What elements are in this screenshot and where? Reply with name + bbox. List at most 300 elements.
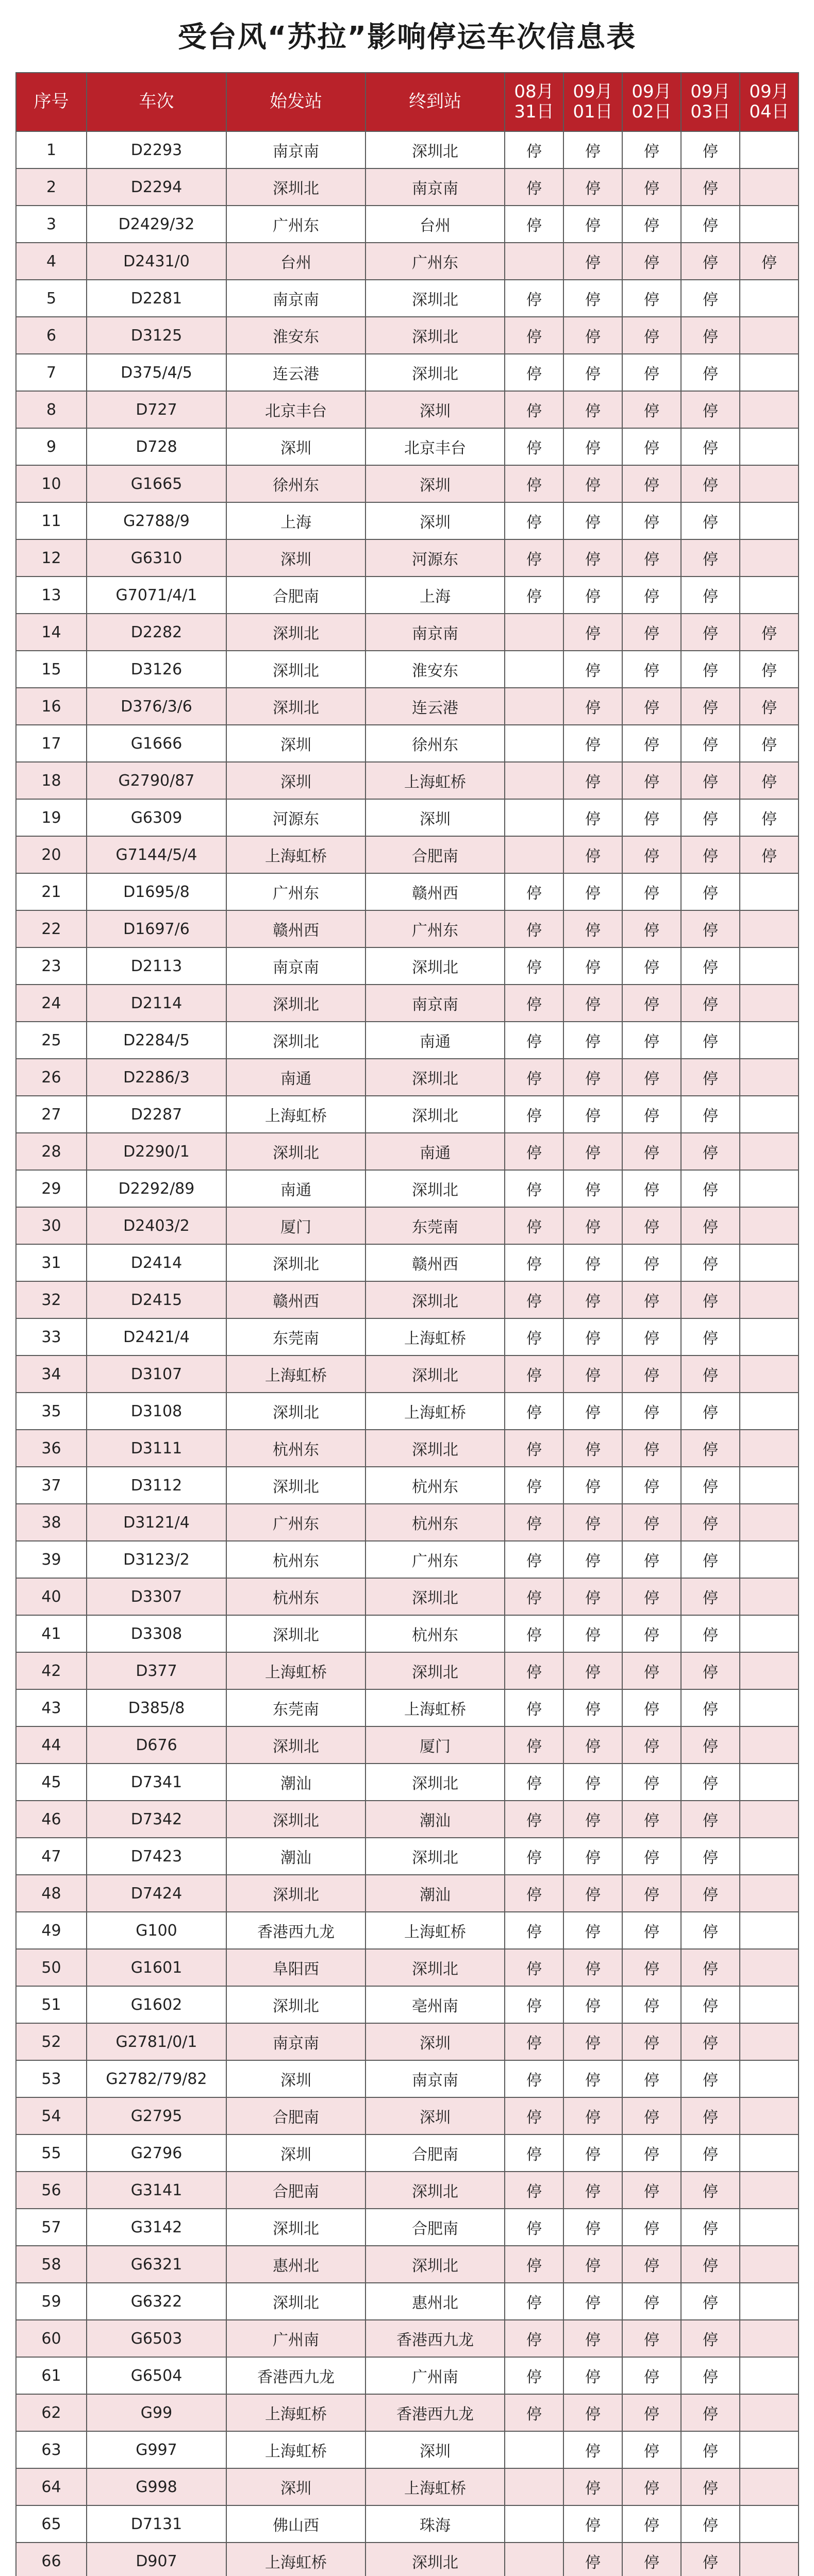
cell-col-train-no: D2292/89 xyxy=(87,1170,226,1207)
cell-col-sep04: 停 xyxy=(740,651,799,688)
header-label: 09月 xyxy=(749,81,789,102)
cell-col-sep04 xyxy=(740,2283,799,2320)
table-row xyxy=(16,1652,799,1689)
cell-col-origin: 深圳 xyxy=(226,2468,366,2505)
cell-col-index: 16 xyxy=(16,688,87,725)
header-label: 01日 xyxy=(573,101,613,122)
cell-col-sep03: 停 xyxy=(681,280,740,317)
cell-col-sep01: 停 xyxy=(563,428,622,465)
cell-col-sep04 xyxy=(740,465,799,502)
header-label: 09月 xyxy=(632,81,672,102)
cell-col-index: 29 xyxy=(16,1170,87,1207)
table-row xyxy=(16,1986,799,2023)
cell-col-sep04 xyxy=(740,2246,799,2283)
cell-col-destination: 深圳北 xyxy=(366,1170,505,1207)
cell-col-origin: 北京丰台 xyxy=(226,391,366,428)
table-row xyxy=(16,1281,799,1318)
table-row xyxy=(16,428,799,465)
cell-col-index: 63 xyxy=(16,2431,87,2468)
cell-col-sep03: 停 xyxy=(681,168,740,206)
table-row xyxy=(16,762,799,799)
cell-col-destination: 南京南 xyxy=(366,168,505,206)
cell-col-sep04 xyxy=(740,1318,799,1355)
cell-col-destination: 淮安东 xyxy=(366,651,505,688)
cell-col-sep02: 停 xyxy=(622,1467,681,1504)
cell-col-sep01: 停 xyxy=(563,2357,622,2394)
cell-col-aug31: 停 xyxy=(505,1059,563,1096)
cell-col-sep02: 停 xyxy=(622,1912,681,1949)
cell-col-train-no: G2796 xyxy=(87,2134,226,2172)
cell-col-sep01: 停 xyxy=(563,1430,622,1467)
cell-col-sep02: 停 xyxy=(622,354,681,391)
cell-col-index: 26 xyxy=(16,1059,87,1096)
cell-col-sep01: 停 xyxy=(563,2283,622,2320)
cell-col-aug31: 停 xyxy=(505,1318,563,1355)
cell-col-sep04 xyxy=(740,354,799,391)
cell-col-aug31 xyxy=(505,2431,563,2468)
cell-col-sep03: 停 xyxy=(681,1801,740,1838)
cell-col-sep01: 停 xyxy=(563,317,622,354)
cell-col-sep02: 停 xyxy=(622,1355,681,1393)
cell-col-train-no: G1665 xyxy=(87,465,226,502)
cell-col-sep03: 停 xyxy=(681,910,740,947)
cell-col-train-no: D3308 xyxy=(87,1615,226,1652)
cell-col-destination: 深圳北 xyxy=(366,947,505,985)
cell-col-origin: 深圳 xyxy=(226,2060,366,2097)
cell-col-sep01: 停 xyxy=(563,1986,622,2023)
cell-col-train-no: D2113 xyxy=(87,947,226,985)
cell-col-sep01: 停 xyxy=(563,206,622,243)
cell-col-aug31: 停 xyxy=(505,168,563,206)
cell-col-destination: 深圳北 xyxy=(366,1430,505,1467)
cell-col-sep04 xyxy=(740,1207,799,1244)
cell-col-train-no: G6503 xyxy=(87,2320,226,2357)
cell-col-origin: 深圳北 xyxy=(226,168,366,206)
cell-col-index: 35 xyxy=(16,1393,87,1430)
cell-col-aug31: 停 xyxy=(505,2357,563,2394)
cell-col-sep04 xyxy=(740,947,799,985)
cell-col-sep04 xyxy=(740,1875,799,1912)
header-label: 08月 xyxy=(514,81,554,102)
cell-col-index: 10 xyxy=(16,465,87,502)
cell-col-index: 34 xyxy=(16,1355,87,1393)
cell-col-aug31: 停 xyxy=(505,206,563,243)
cell-col-origin: 深圳 xyxy=(226,2134,366,2172)
cell-col-aug31: 停 xyxy=(505,354,563,391)
cell-col-origin: 深圳北 xyxy=(226,1726,366,1764)
cell-col-sep03: 停 xyxy=(681,1059,740,1096)
cell-col-index: 47 xyxy=(16,1838,87,1875)
cell-col-sep01: 停 xyxy=(563,1578,622,1615)
cell-col-sep04 xyxy=(740,1133,799,1170)
cell-col-aug31: 停 xyxy=(505,1912,563,1949)
cell-col-sep02: 停 xyxy=(622,614,681,651)
cell-col-origin: 南京南 xyxy=(226,2023,366,2060)
cell-col-sep02: 停 xyxy=(622,2134,681,2172)
cell-col-aug31: 停 xyxy=(505,1022,563,1059)
cell-col-train-no: D3108 xyxy=(87,1393,226,1430)
cell-col-sep01: 停 xyxy=(563,1133,622,1170)
cell-col-origin: 深圳北 xyxy=(226,1022,366,1059)
cell-col-origin: 上海虹桥 xyxy=(226,1096,366,1133)
cell-col-aug31: 停 xyxy=(505,1207,563,1244)
train-suspension-table xyxy=(15,72,799,2576)
cell-col-origin: 上海虹桥 xyxy=(226,1355,366,1393)
cell-col-index: 9 xyxy=(16,428,87,465)
cell-col-origin: 杭州东 xyxy=(226,1578,366,1615)
cell-col-train-no: G6322 xyxy=(87,2283,226,2320)
table-row xyxy=(16,2172,799,2209)
cell-col-sep02: 停 xyxy=(622,1244,681,1281)
cell-col-sep03: 停 xyxy=(681,465,740,502)
cell-col-sep04 xyxy=(740,539,799,577)
cell-col-sep04 xyxy=(740,2357,799,2394)
table-row xyxy=(16,2468,799,2505)
cell-col-sep01: 停 xyxy=(563,1875,622,1912)
cell-col-index: 21 xyxy=(16,873,87,910)
cell-col-aug31 xyxy=(505,651,563,688)
cell-col-destination: 深圳北 xyxy=(366,1281,505,1318)
table-row xyxy=(16,1022,799,1059)
cell-col-destination: 深圳北 xyxy=(366,1764,505,1801)
cell-col-train-no: G3142 xyxy=(87,2209,226,2246)
cell-col-sep03: 停 xyxy=(681,688,740,725)
header-label: 终到站 xyxy=(409,91,461,112)
cell-col-train-no: D727 xyxy=(87,391,226,428)
cell-col-sep01: 停 xyxy=(563,1504,622,1541)
cell-col-sep02: 停 xyxy=(622,1801,681,1838)
table-row xyxy=(16,168,799,206)
cell-col-sep01: 停 xyxy=(563,577,622,614)
cell-col-aug31 xyxy=(505,243,563,280)
cell-col-aug31: 停 xyxy=(505,1615,563,1652)
cell-col-index: 40 xyxy=(16,1578,87,1615)
cell-col-aug31: 停 xyxy=(505,1764,563,1801)
cell-col-sep02: 停 xyxy=(622,168,681,206)
table-row xyxy=(16,2431,799,2468)
table-row xyxy=(16,725,799,762)
cell-col-sep01: 停 xyxy=(563,2134,622,2172)
cell-col-aug31 xyxy=(505,725,563,762)
cell-col-sep02: 停 xyxy=(622,1096,681,1133)
cell-col-destination: 上海虹桥 xyxy=(366,1318,505,1355)
cell-col-sep02: 停 xyxy=(622,1949,681,1986)
cell-col-origin: 南通 xyxy=(226,1170,366,1207)
cell-col-destination: 上海 xyxy=(366,577,505,614)
header-col-sep01 xyxy=(563,73,622,131)
cell-col-index: 31 xyxy=(16,1244,87,1281)
cell-col-index: 8 xyxy=(16,391,87,428)
cell-col-train-no: D2293 xyxy=(87,131,226,168)
cell-col-sep03: 停 xyxy=(681,651,740,688)
table-row xyxy=(16,280,799,317)
cell-col-origin: 深圳 xyxy=(226,539,366,577)
cell-col-sep03: 停 xyxy=(681,428,740,465)
cell-col-train-no: G99 xyxy=(87,2394,226,2431)
cell-col-train-no: G2782/79/82 xyxy=(87,2060,226,2097)
cell-col-aug31: 停 xyxy=(505,2134,563,2172)
cell-col-sep01: 停 xyxy=(563,985,622,1022)
cell-col-sep01: 停 xyxy=(563,465,622,502)
table-row xyxy=(16,985,799,1022)
cell-col-origin: 深圳北 xyxy=(226,1133,366,1170)
cell-col-train-no: D2431/0 xyxy=(87,243,226,280)
cell-col-sep01: 停 xyxy=(563,539,622,577)
cell-col-train-no: D2290/1 xyxy=(87,1133,226,1170)
cell-col-sep04: 停 xyxy=(740,836,799,873)
cell-col-sep02: 停 xyxy=(622,1504,681,1541)
cell-col-origin: 上海虹桥 xyxy=(226,836,366,873)
cell-col-sep02: 停 xyxy=(622,1689,681,1726)
cell-col-index: 30 xyxy=(16,1207,87,1244)
cell-col-train-no: D7423 xyxy=(87,1838,226,1875)
cell-col-train-no: G1602 xyxy=(87,1986,226,2023)
cell-col-origin: 广州南 xyxy=(226,2320,366,2357)
cell-col-sep02: 停 xyxy=(622,2394,681,2431)
cell-col-sep02: 停 xyxy=(622,1652,681,1689)
cell-col-sep03: 停 xyxy=(681,354,740,391)
cell-col-sep04 xyxy=(740,2134,799,2172)
header-col-sep04 xyxy=(740,73,799,131)
cell-col-destination: 深圳北 xyxy=(366,280,505,317)
cell-col-aug31: 停 xyxy=(505,910,563,947)
cell-col-sep01: 停 xyxy=(563,2097,622,2134)
cell-col-train-no: G6321 xyxy=(87,2246,226,2283)
cell-col-sep02: 停 xyxy=(622,2097,681,2134)
cell-col-sep02: 停 xyxy=(622,1022,681,1059)
cell-col-index: 53 xyxy=(16,2060,87,2097)
cell-col-index: 46 xyxy=(16,1801,87,1838)
cell-col-sep04 xyxy=(740,1838,799,1875)
cell-col-train-no: D3121/4 xyxy=(87,1504,226,1541)
cell-col-sep01: 停 xyxy=(563,725,622,762)
cell-col-sep03: 停 xyxy=(681,1430,740,1467)
cell-col-aug31: 停 xyxy=(505,1541,563,1578)
cell-col-destination: 珠海 xyxy=(366,2505,505,2543)
cell-col-sep03: 停 xyxy=(681,1096,740,1133)
cell-col-origin: 杭州东 xyxy=(226,1430,366,1467)
cell-col-index: 15 xyxy=(16,651,87,688)
header-col-sep03 xyxy=(681,73,740,131)
cell-col-train-no: D907 xyxy=(87,2543,226,2576)
cell-col-train-no: D2429/32 xyxy=(87,206,226,243)
cell-col-sep02: 停 xyxy=(622,1318,681,1355)
cell-col-sep01: 停 xyxy=(563,799,622,836)
cell-col-sep03: 停 xyxy=(681,2431,740,2468)
cell-col-sep03: 停 xyxy=(681,1170,740,1207)
cell-col-index: 11 xyxy=(16,502,87,539)
cell-col-sep03: 停 xyxy=(681,1207,740,1244)
cell-col-sep03: 停 xyxy=(681,2283,740,2320)
table-row xyxy=(16,1949,799,1986)
cell-col-destination: 深圳北 xyxy=(366,1355,505,1393)
cell-col-sep03: 停 xyxy=(681,1393,740,1430)
cell-col-train-no: D7341 xyxy=(87,1764,226,1801)
cell-col-origin: 深圳 xyxy=(226,428,366,465)
cell-col-origin: 广州东 xyxy=(226,1504,366,1541)
cell-col-destination: 杭州东 xyxy=(366,1504,505,1541)
cell-col-sep01: 停 xyxy=(563,873,622,910)
cell-col-index: 50 xyxy=(16,1949,87,1986)
cell-col-sep02: 停 xyxy=(622,1578,681,1615)
cell-col-origin: 台州 xyxy=(226,243,366,280)
cell-col-train-no: G1666 xyxy=(87,725,226,762)
cell-col-index: 6 xyxy=(16,317,87,354)
cell-col-sep03: 停 xyxy=(681,206,740,243)
cell-col-train-no: D1697/6 xyxy=(87,910,226,947)
cell-col-sep02: 停 xyxy=(622,836,681,873)
cell-col-sep01: 停 xyxy=(563,2505,622,2543)
cell-col-aug31: 停 xyxy=(505,947,563,985)
cell-col-sep02: 停 xyxy=(622,762,681,799)
cell-col-index: 65 xyxy=(16,2505,87,2543)
cell-col-aug31: 停 xyxy=(505,1133,563,1170)
cell-col-sep04 xyxy=(740,1430,799,1467)
header-label: 02日 xyxy=(632,101,672,122)
cell-col-sep04 xyxy=(740,131,799,168)
cell-col-index: 22 xyxy=(16,910,87,947)
cell-col-sep02: 停 xyxy=(622,1281,681,1318)
cell-col-sep01: 停 xyxy=(563,1801,622,1838)
cell-col-sep04 xyxy=(740,2468,799,2505)
table-row xyxy=(16,465,799,502)
cell-col-sep01: 停 xyxy=(563,1059,622,1096)
cell-col-sep02: 停 xyxy=(622,2060,681,2097)
cell-col-aug31 xyxy=(505,799,563,836)
cell-col-aug31: 停 xyxy=(505,428,563,465)
cell-col-sep01: 停 xyxy=(563,2246,622,2283)
cell-col-sep04 xyxy=(740,1504,799,1541)
cell-col-aug31 xyxy=(505,614,563,651)
cell-col-origin: 深圳北 xyxy=(226,651,366,688)
cell-col-sep04: 停 xyxy=(740,725,799,762)
header-label: 09月 xyxy=(690,81,730,102)
cell-col-train-no: D2403/2 xyxy=(87,1207,226,1244)
header-label: 31日 xyxy=(514,101,554,122)
cell-col-train-no: D2282 xyxy=(87,614,226,651)
cell-col-sep01: 停 xyxy=(563,2543,622,2576)
cell-col-index: 1 xyxy=(16,131,87,168)
table-row xyxy=(16,1912,799,1949)
table-row xyxy=(16,243,799,280)
cell-col-aug31: 停 xyxy=(505,1504,563,1541)
cell-col-sep03: 停 xyxy=(681,2543,740,2576)
cell-col-destination: 深圳 xyxy=(366,2023,505,2060)
cell-col-destination: 深圳 xyxy=(366,465,505,502)
cell-col-aug31: 停 xyxy=(505,1281,563,1318)
cell-col-sep02: 停 xyxy=(622,1615,681,1652)
cell-col-sep02: 停 xyxy=(622,1986,681,2023)
cell-col-index: 66 xyxy=(16,2543,87,2576)
header-label: 04日 xyxy=(749,101,789,122)
cell-col-sep02: 停 xyxy=(622,910,681,947)
cell-col-index: 38 xyxy=(16,1504,87,1541)
cell-col-sep01: 停 xyxy=(563,651,622,688)
cell-col-destination: 深圳 xyxy=(366,391,505,428)
cell-col-origin: 杭州东 xyxy=(226,1541,366,1578)
cell-col-sep02: 停 xyxy=(622,1170,681,1207)
cell-col-aug31 xyxy=(505,836,563,873)
cell-col-sep04 xyxy=(740,1652,799,1689)
cell-col-index: 24 xyxy=(16,985,87,1022)
cell-col-origin: 淮安东 xyxy=(226,317,366,354)
cell-col-train-no: D7342 xyxy=(87,1801,226,1838)
cell-col-destination: 深圳北 xyxy=(366,1096,505,1133)
cell-col-origin: 深圳北 xyxy=(226,1801,366,1838)
cell-col-train-no: D2284/5 xyxy=(87,1022,226,1059)
cell-col-origin: 香港西九龙 xyxy=(226,1912,366,1949)
cell-col-destination: 深圳北 xyxy=(366,1059,505,1096)
cell-col-sep04 xyxy=(740,1689,799,1726)
cell-col-sep01: 停 xyxy=(563,836,622,873)
cell-col-destination: 深圳北 xyxy=(366,2172,505,2209)
cell-col-train-no: D3123/2 xyxy=(87,1541,226,1578)
cell-col-aug31: 停 xyxy=(505,2320,563,2357)
cell-col-index: 28 xyxy=(16,1133,87,1170)
cell-col-sep03: 停 xyxy=(681,1504,740,1541)
cell-col-train-no: G6504 xyxy=(87,2357,226,2394)
cell-col-destination: 深圳北 xyxy=(366,1949,505,1986)
cell-col-sep04 xyxy=(740,1578,799,1615)
cell-col-sep01: 停 xyxy=(563,2023,622,2060)
cell-col-aug31 xyxy=(505,688,563,725)
cell-col-sep01: 停 xyxy=(563,1244,622,1281)
cell-col-sep03: 停 xyxy=(681,1912,740,1949)
cell-col-destination: 深圳 xyxy=(366,2097,505,2134)
cell-col-aug31: 停 xyxy=(505,1467,563,1504)
table-row xyxy=(16,206,799,243)
cell-col-aug31: 停 xyxy=(505,2097,563,2134)
cell-col-sep04 xyxy=(740,2505,799,2543)
cell-col-origin: 东莞南 xyxy=(226,1318,366,1355)
cell-col-sep04 xyxy=(740,577,799,614)
cell-col-destination: 深圳北 xyxy=(366,2543,505,2576)
cell-col-aug31: 停 xyxy=(505,1096,563,1133)
cell-col-origin: 阜阳西 xyxy=(226,1949,366,1986)
cell-col-train-no: D2281 xyxy=(87,280,226,317)
cell-col-index: 49 xyxy=(16,1912,87,1949)
cell-col-sep04: 停 xyxy=(740,688,799,725)
cell-col-sep01: 停 xyxy=(563,1207,622,1244)
cell-col-sep02: 停 xyxy=(622,2543,681,2576)
cell-col-train-no: D3111 xyxy=(87,1430,226,1467)
cell-col-sep04 xyxy=(740,1355,799,1393)
cell-col-destination: 杭州东 xyxy=(366,1467,505,1504)
cell-col-train-no: D2286/3 xyxy=(87,1059,226,1096)
cell-col-sep04 xyxy=(740,1096,799,1133)
cell-col-origin: 惠州北 xyxy=(226,2246,366,2283)
header-label: 车次 xyxy=(139,91,174,112)
cell-col-sep01: 停 xyxy=(563,168,622,206)
cell-col-train-no: G2790/87 xyxy=(87,762,226,799)
cell-col-aug31: 停 xyxy=(505,2060,563,2097)
cell-col-sep01: 停 xyxy=(563,280,622,317)
table-body xyxy=(16,131,799,2576)
cell-col-sep04 xyxy=(740,1986,799,2023)
cell-col-train-no: D2114 xyxy=(87,985,226,1022)
cell-col-index: 3 xyxy=(16,206,87,243)
cell-col-index: 14 xyxy=(16,614,87,651)
cell-col-destination: 南通 xyxy=(366,1022,505,1059)
table-row xyxy=(16,2543,799,2576)
cell-col-sep04 xyxy=(740,2060,799,2097)
cell-col-sep02: 停 xyxy=(622,317,681,354)
cell-col-origin: 深圳北 xyxy=(226,1615,366,1652)
cell-col-sep03: 停 xyxy=(681,1875,740,1912)
cell-col-destination: 香港西九龙 xyxy=(366,2394,505,2431)
cell-col-sep02: 停 xyxy=(622,1875,681,1912)
table-row xyxy=(16,614,799,651)
